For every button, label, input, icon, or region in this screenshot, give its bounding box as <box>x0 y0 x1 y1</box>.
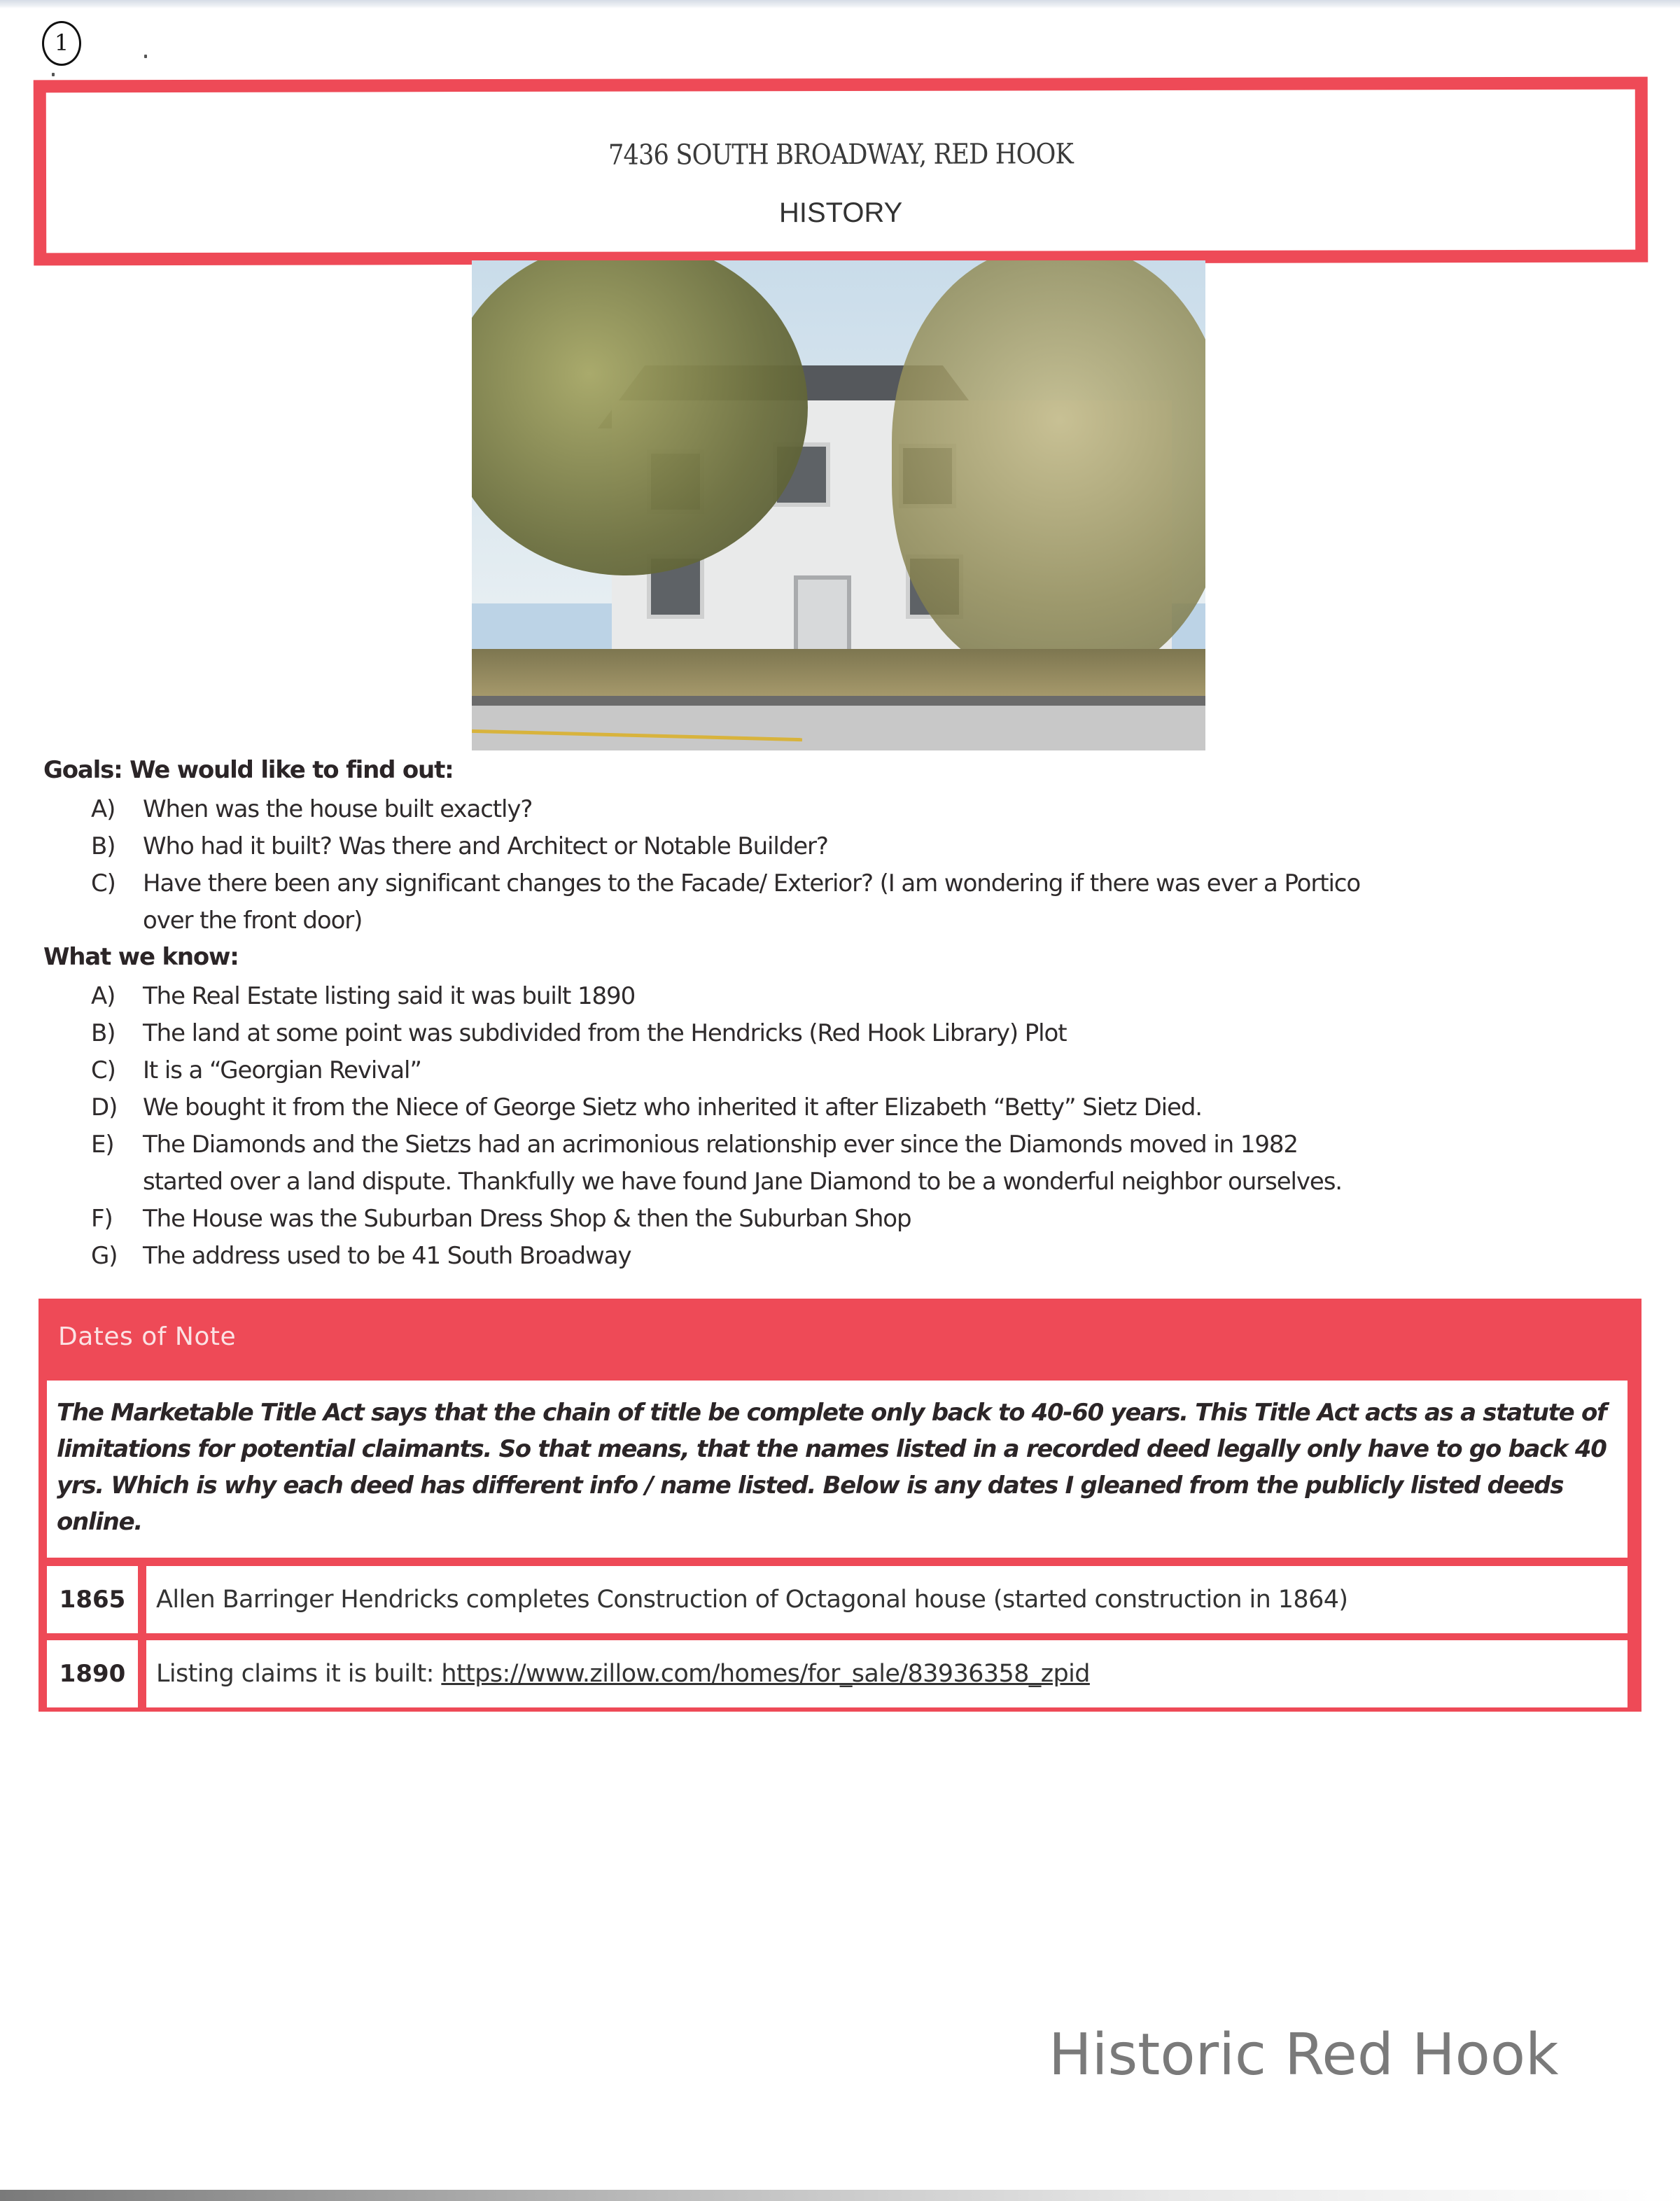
goals-list <box>91 791 1669 939</box>
scan-edge-bottom <box>0 2190 1680 2201</box>
list-item: A) The Real Estate listing said it was built 1890 <box>91 982 636 1010</box>
marketable-title-act-note: The Marketable Title Act says that the chain of title be complete only back to 40-60 years. This Title Act acts as a statute of limitations for potential claimants. So that means, that the names listed in a recorded deed legally only have to go back 40 yrs. Which is why each deed has different info / name listed. Below is any dates I gleaned from the publicly listed deeds online. <box>47 1381 1628 1558</box>
what-we-know-list <box>91 978 1669 1275</box>
table-row <box>47 1640 1628 1707</box>
list-item: F) The House was the Suburban Dress Shop & then the Suburban Shop <box>91 1205 911 1233</box>
date-description: Listing claims it is built: https://www.zillow.com/homes/for_sale/83936358_zpid <box>146 1640 1628 1707</box>
scan-speck <box>144 55 147 58</box>
list-item: B) The land at some point was subdivided from the Hendricks (Red Hook Library) Plot <box>91 1019 1067 1047</box>
list-item: G) The address used to be 41 South Broadway <box>91 1242 631 1270</box>
table-row <box>47 1566 1628 1633</box>
list-item: E) The Diamonds and the Sietzs had an acrimonious relationship ever since the Diamonds moved in 1982 started over a land dispute. Thankfully we have found Jane Diamond to be a wonderful neighbor ourselves. <box>91 1131 1343 1196</box>
date-description: Allen Barringer Hendricks completes Construction of Octagonal house (started construction in 1864) <box>146 1566 1628 1633</box>
handwritten-page-number: 1 <box>42 21 81 66</box>
list-item: D) We bought it from the Niece of George Sietz who inherited it after Elizabeth “Betty” Sietz Died. <box>91 1093 1203 1122</box>
footer-brand: Historic Red Hook <box>1049 2022 1559 2088</box>
date-year: 1865 <box>47 1566 138 1633</box>
list-item: B) Who had it built? Was there and Architect or Notable Builder? <box>91 832 828 860</box>
list-item: C) Have there been any significant changes to the Facade/ Exterior? (I am wondering if there was ever a Portico over the front door) <box>91 869 1361 935</box>
title-box <box>34 77 1648 266</box>
zillow-listing-link[interactable]: https://www.zillow.com/homes/for_sale/83936358_zpid <box>441 1660 1090 1688</box>
list-item: A) When was the house built exactly? <box>91 795 533 823</box>
goals-heading: Goals: We would like to find out: <box>43 756 454 784</box>
scan-speck <box>52 73 55 76</box>
what-we-know-heading: What we know: <box>43 943 239 971</box>
scan-edge-top <box>0 0 1680 8</box>
date-year: 1890 <box>47 1640 138 1707</box>
page-subtitle: HISTORY <box>778 197 903 229</box>
house-photo <box>472 260 1205 750</box>
dates-of-note-heading: Dates of Note <box>58 1322 237 1351</box>
dates-of-note-table <box>38 1299 1642 1712</box>
property-address: 7436 SOUTH BROADWAY, RED HOOK <box>608 138 1073 172</box>
list-item: C) It is a “Georgian Revival” <box>91 1056 421 1084</box>
